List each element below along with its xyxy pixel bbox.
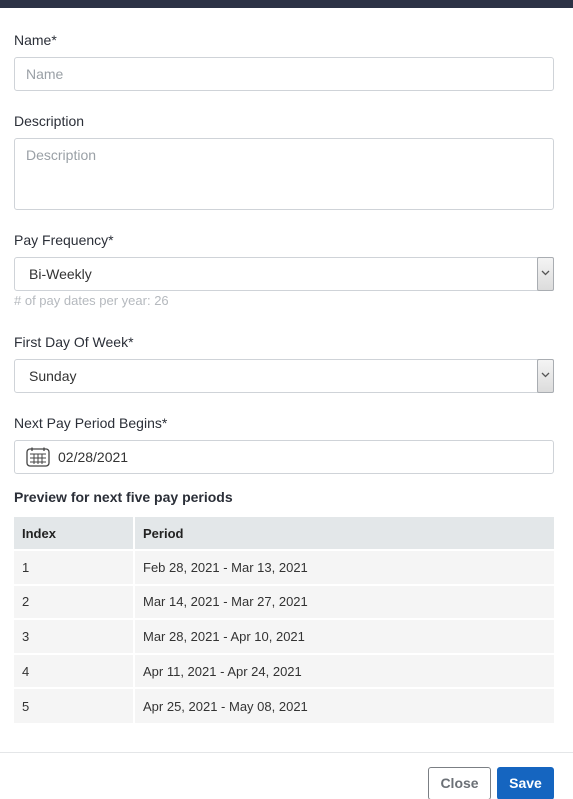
table-row bbox=[14, 688, 554, 723]
table-row bbox=[14, 585, 554, 620]
save-button[interactable]: Save bbox=[497, 767, 554, 799]
first-day-of-week-value: Sunday bbox=[29, 368, 77, 384]
row-index: 5 bbox=[14, 688, 134, 723]
pay-periods-table bbox=[14, 517, 554, 723]
row-period: Mar 14, 2021 - Mar 27, 2021 bbox=[134, 585, 554, 620]
preview-title: Preview for next five pay periods bbox=[14, 489, 233, 505]
name-placeholder: Name bbox=[26, 66, 64, 82]
name-input[interactable] bbox=[14, 57, 554, 91]
close-button[interactable]: Close bbox=[428, 767, 491, 799]
row-period: Apr 11, 2021 - Apr 24, 2021 bbox=[134, 654, 554, 689]
next-pay-period-date-input[interactable] bbox=[14, 440, 554, 474]
name-label: Name* bbox=[14, 32, 57, 48]
pay-dates-hint: # of pay dates per year: 26 bbox=[14, 293, 169, 308]
table-row bbox=[14, 619, 554, 654]
row-index: 4 bbox=[14, 654, 134, 689]
pay-frequency-label: Pay Frequency* bbox=[14, 232, 114, 248]
pay-frequency-value: Bi-Weekly bbox=[29, 266, 92, 282]
footer-divider bbox=[0, 752, 573, 753]
first-day-of-week-select[interactable] bbox=[14, 359, 554, 393]
first-day-of-week-label: First Day Of Week* bbox=[14, 334, 134, 350]
row-period: Feb 28, 2021 - Mar 13, 2021 bbox=[134, 550, 554, 585]
table-row bbox=[14, 654, 554, 689]
row-index: 2 bbox=[14, 585, 134, 620]
column-header-index: Index bbox=[14, 517, 134, 550]
row-period: Apr 25, 2021 - May 08, 2021 bbox=[134, 688, 554, 723]
column-header-period: Period bbox=[134, 517, 554, 550]
chevron-down-icon bbox=[541, 270, 550, 276]
table-row bbox=[14, 550, 554, 585]
pay-frequency-select[interactable] bbox=[14, 257, 554, 291]
description-placeholder: Description bbox=[26, 147, 97, 163]
next-pay-period-value: 02/28/2021 bbox=[58, 449, 129, 465]
row-index: 1 bbox=[14, 550, 134, 585]
description-textarea[interactable] bbox=[14, 138, 554, 210]
chevron-down-icon bbox=[541, 372, 550, 378]
row-period: Mar 28, 2021 - Apr 10, 2021 bbox=[134, 619, 554, 654]
first-day-of-week-dropdown-button[interactable] bbox=[537, 359, 554, 393]
next-pay-period-label: Next Pay Period Begins* bbox=[14, 415, 168, 431]
pay-frequency-dropdown-button[interactable] bbox=[537, 257, 554, 291]
dialog-top-bar bbox=[0, 0, 573, 8]
row-index: 3 bbox=[14, 619, 134, 654]
calendar-icon[interactable] bbox=[26, 447, 50, 472]
description-label: Description bbox=[14, 113, 85, 129]
table-header-row bbox=[14, 517, 554, 550]
